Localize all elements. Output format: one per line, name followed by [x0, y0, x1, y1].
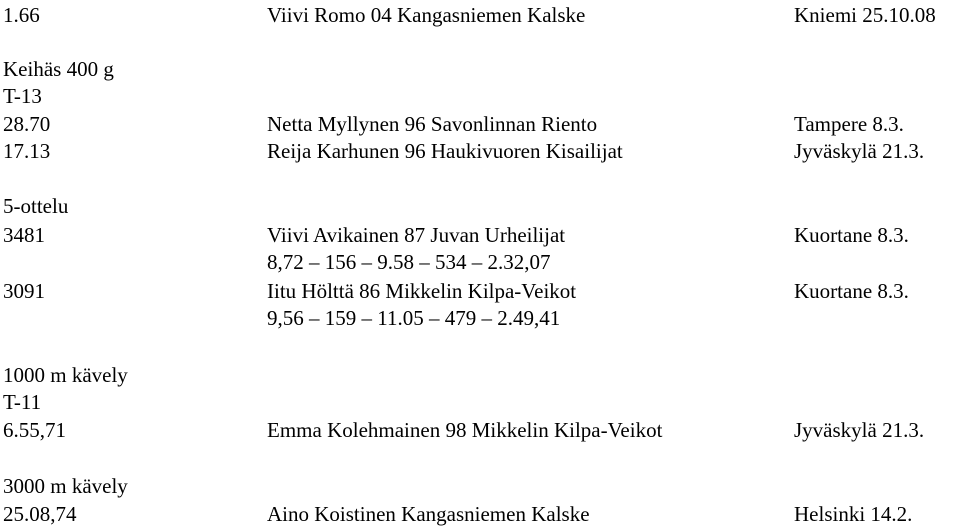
result-row: [0, 417, 960, 443]
event-heading: [0, 362, 960, 388]
event-name: 3000 m kävely: [3, 474, 128, 498]
event-splits: 8,72 – 156 – 9.58 – 534 – 2.32,07: [267, 250, 551, 274]
athlete-info: Netta Myllynen 96 Savonlinnan Riento: [267, 112, 598, 136]
venue-date: Helsinki 14.2.: [794, 502, 913, 526]
result-value: 17.13: [3, 139, 51, 163]
event-name: 1000 m kävely: [3, 363, 128, 387]
result-row: [0, 138, 960, 164]
venue-date: Tampere 8.3.: [794, 112, 904, 136]
result-value: 28.70: [3, 112, 51, 136]
result-value: 25.08,74: [3, 502, 77, 526]
result-row: [0, 222, 960, 248]
event-heading: [0, 56, 960, 82]
event-heading: [0, 473, 960, 499]
athlete-info: Reija Karhunen 96 Haukivuoren Kisailijat: [267, 139, 623, 163]
venue-date: Kuortane 8.3.: [794, 223, 909, 247]
venue-date: Jyväskylä 21.3.: [794, 418, 925, 442]
venue-date: Kuortane 8.3.: [794, 279, 909, 303]
age-class-heading: [0, 389, 960, 415]
result-row: [0, 111, 960, 137]
result-row: [0, 2, 960, 28]
event-heading: [0, 193, 960, 219]
athlete-info: Viivi Avikainen 87 Juvan Urheilijat: [267, 223, 566, 247]
age-class-heading: [0, 83, 960, 109]
age-class: T-13: [3, 84, 42, 108]
athlete-info: Iitu Hölttä 86 Mikkelin Kilpa-Veikot: [267, 279, 577, 303]
athlete-info: Emma Kolehmainen 98 Mikkelin Kilpa-Veikot: [267, 418, 663, 442]
venue-date: Jyväskylä 21.3.: [794, 139, 925, 163]
athlete-info: Aino Koistinen Kangasniemen Kalske: [267, 502, 590, 526]
result-value: 1.66: [3, 3, 40, 27]
result-value: 6.55,71: [3, 418, 66, 442]
event-name: Keihäs 400 g: [3, 57, 114, 81]
venue-date: Kniemi 25.10.08: [794, 3, 936, 27]
result-value: 3091: [3, 279, 45, 303]
result-row: [0, 278, 960, 304]
result-row: [0, 501, 960, 527]
result-value: 3481: [3, 223, 45, 247]
athlete-info: Viivi Romo 04 Kangasniemen Kalske: [267, 3, 586, 27]
age-class: T-11: [3, 390, 42, 414]
event-splits: 9,56 – 159 – 11.05 – 479 – 2.49,41: [267, 306, 561, 330]
split-results-row: [0, 249, 960, 275]
event-name: 5-ottelu: [3, 194, 69, 218]
split-results-row: [0, 305, 960, 331]
